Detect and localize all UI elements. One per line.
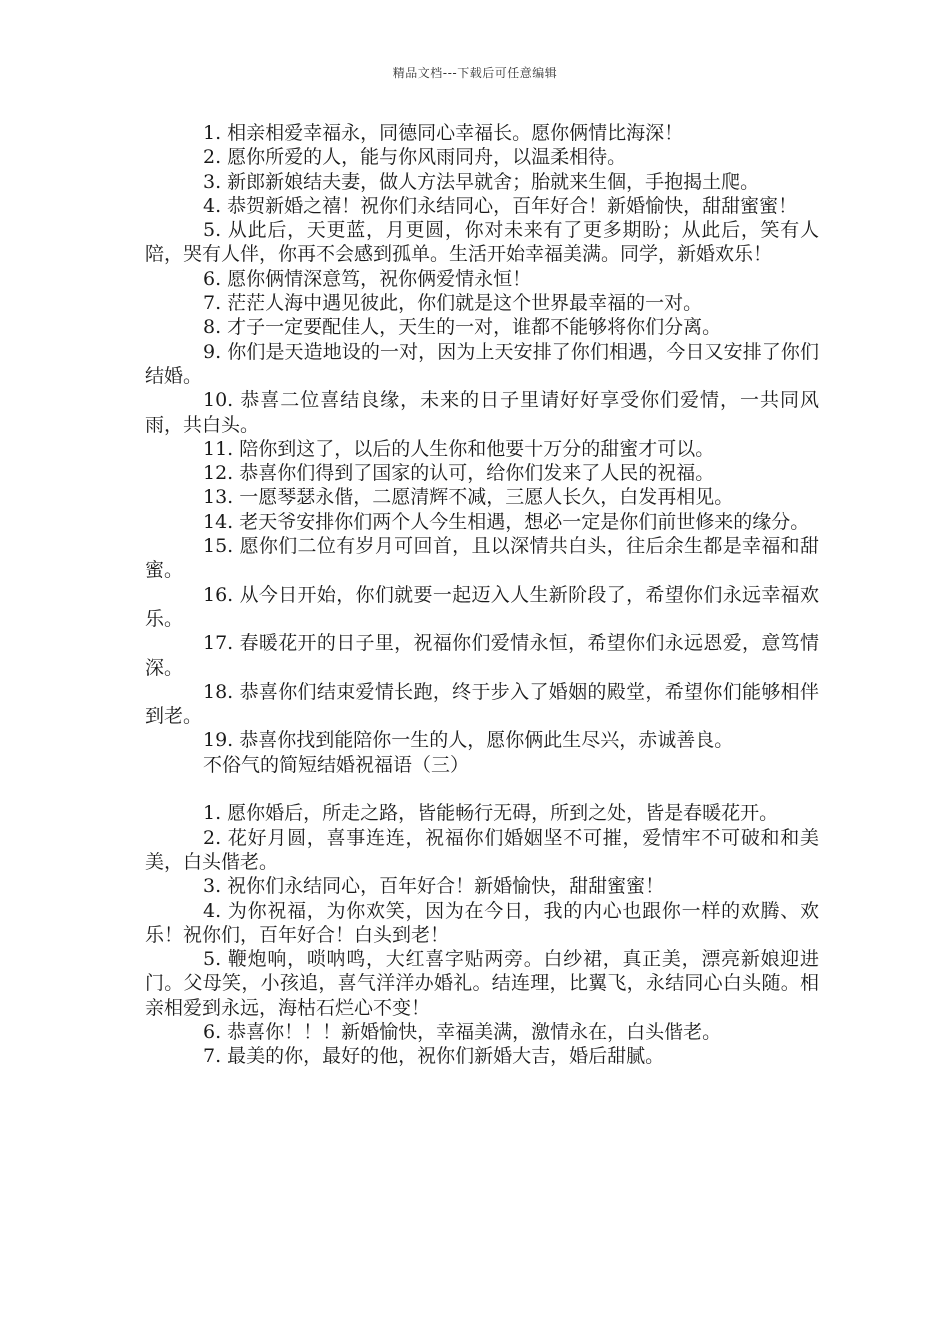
list-item: 7. 茫茫人海中遇见彼此，你们就是这个世界最幸福的一对。 xyxy=(203,292,703,315)
list-item: 13. 一愿琴瑟永偕，二愿清辉不减，三愿人长久，白发再相见。 xyxy=(203,486,734,509)
list-item: 1. 相亲相爱幸福永，同德同心幸福长。愿你俩情比海深！ xyxy=(203,122,684,144)
list-item: 3. 新郎新娘结夫妻，做人方法早就舍；胎就来生個，手抱揭土爬。 xyxy=(203,170,760,193)
list-item: 19. 恭喜你找到能陪你一生的人，愿你俩此生尽兴，赤诚善良。 xyxy=(203,729,734,752)
page-header: 精品文档---下载后可任意编辑 xyxy=(392,66,558,80)
list-item: 4. 恭贺新婚之禧！祝你们永结同心，百年好合！新婚愉快，甜甜蜜蜜！ xyxy=(203,194,798,217)
list-item: 1. 愿你婚后，所走之路，皆能畅行无碍，所到之处，皆是春暖花开。 xyxy=(203,802,779,825)
list-item: 15. 愿你们二位有岁月可回首，且以深情共白头，往后余生都是幸福和甜蜜。 xyxy=(145,535,819,582)
list-item: 2. 花好月圆，喜事连连，祝福你们婚姻坚不可摧，爱情牢不可破和和美美，白头偕老。 xyxy=(145,826,819,873)
list-item: 9. 你们是天造地设的一对，因为上天安排了你们相遇，今日又安排了你们结婚。 xyxy=(145,340,819,387)
list-item: 14. 老天爷安排你们两个人今生相遇，想必一定是你们前世修来的缘分。 xyxy=(203,510,810,533)
list-item: 5. 鞭炮响，唢呐鸣，大红喜字贴两旁。白纱裙，真正美，漂亮新娘迎进门。父母笑，小孩追，喜气洋洋办婚礼。结连理，比翼飞，永结同心白头随。相亲相爱到永远，海枯石烂心不变！ xyxy=(145,948,819,1019)
list-item: 6. 恭喜你！！！新婚愉快，幸福美满，激情永在，白头偕老。 xyxy=(203,1020,722,1043)
document-body xyxy=(145,121,819,1069)
blessing-list xyxy=(145,121,819,753)
list-item: 8. 才子一定要配佳人，天生的一对，谁都不能够将你们分离。 xyxy=(203,316,722,339)
section-heading: 不俗气的简短结婚祝福语（三） xyxy=(203,753,470,776)
list-item: 4. 为你祝福，为你欢笑，因为在今日，我的内心也跟你一样的欢腾、欢乐！祝你们，百年好合！白头到老！ xyxy=(145,899,819,946)
list-item: 16. 从今日开始，你们就要一起迈入人生新阶段了，希望你们永远幸福欢乐。 xyxy=(145,583,819,630)
list-item: 2. 愿你所爱的人，能与你风雨同舟，以温柔相待。 xyxy=(203,146,627,169)
list-item: 17. 春暖花开的日子里，祝福你们爱情永恒，希望你们永远恩爱，意笃情深。 xyxy=(145,632,819,679)
list-item: 18. 恭喜你们结束爱情长跑，终于步入了婚姻的殿堂，希望你们能够相伴到老。 xyxy=(145,680,819,728)
list-item: 7. 最美的你，最好的他，祝你们新婚大吉，婚后甜腻。 xyxy=(203,1045,665,1068)
list-item: 6. 愿你俩情深意笃，祝你俩爱情永恒！ xyxy=(203,267,532,290)
list-item: 11. 陪你到这了，以后的人生你和他要十万分的甜蜜才可以。 xyxy=(203,437,715,460)
list-item: 10. 恭喜二位喜结良缘，未来的日子里请好好享受你们爱情，一共同风雨，共白头。 xyxy=(145,389,819,436)
list-item: 3. 祝你们永结同心，百年好合！新婚愉快，甜甜蜜蜜！ xyxy=(203,875,665,898)
blessing-list-three xyxy=(145,801,819,1068)
list-item: 5. 从此后，天更蓝，月更圆，你对未来有了更多期盼；从此后，笑有人陪，哭有人伴，你再不会感到孤单。生活开始幸福美满。同学，新婚欢乐！ xyxy=(145,219,819,266)
list-item: 12. 恭喜你们得到了国家的认可，给你们发来了人民的祝福。 xyxy=(203,462,715,485)
